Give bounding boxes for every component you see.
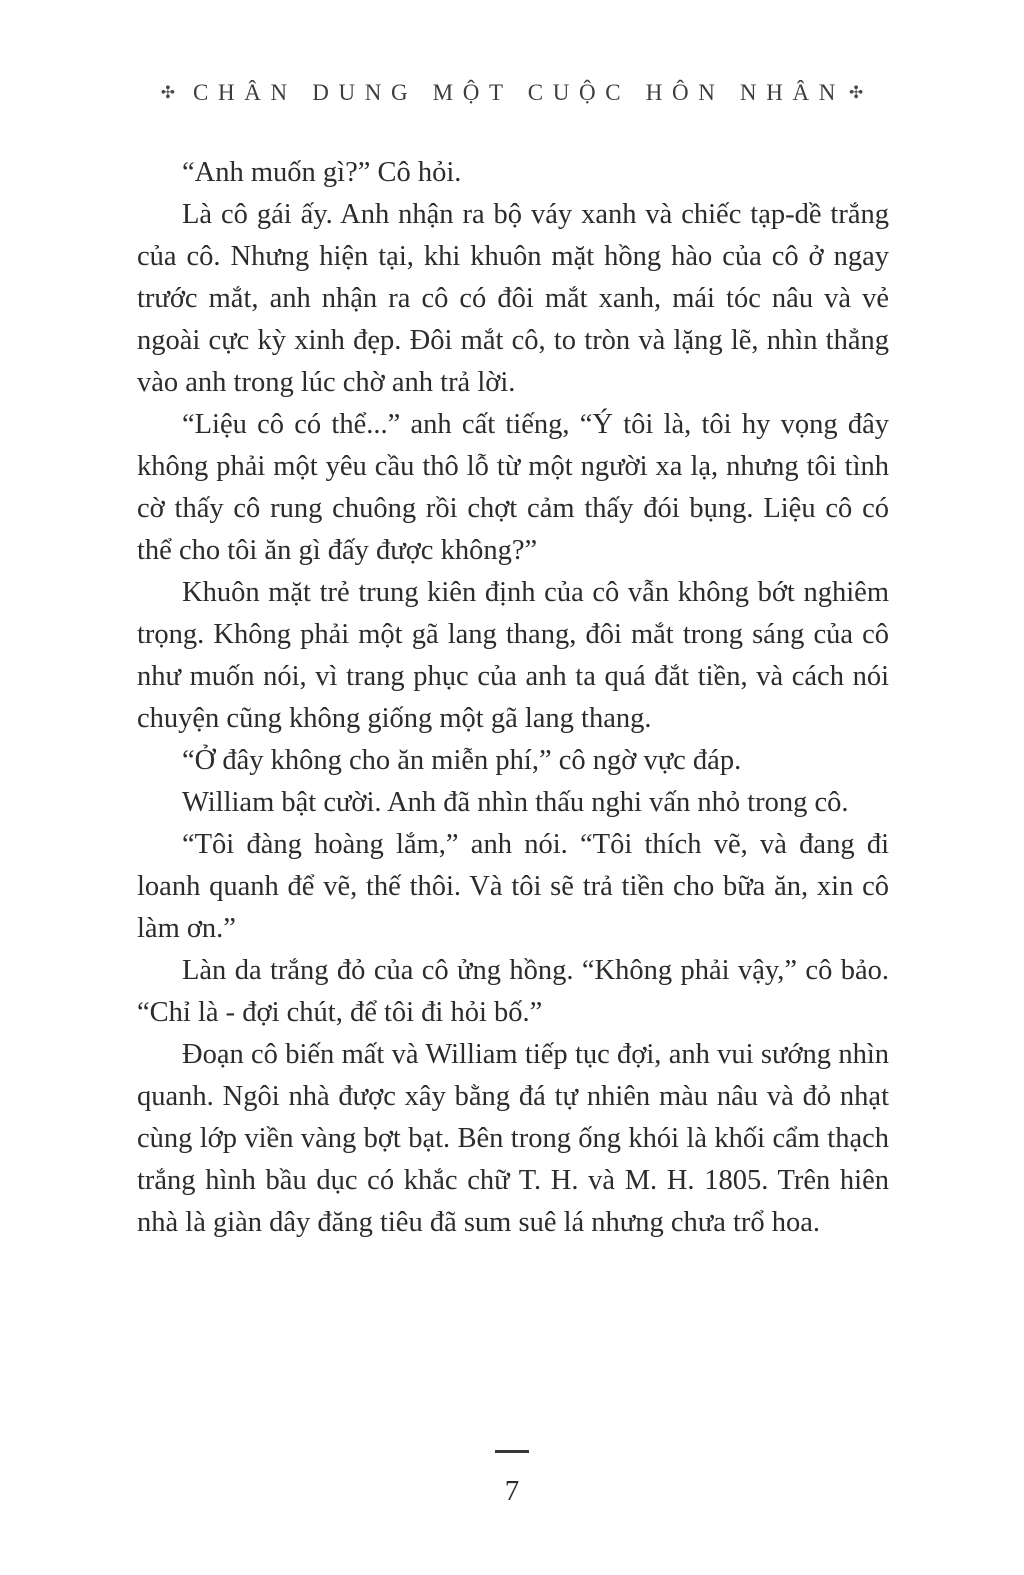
paragraph: “Ở đây không cho ăn miễn phí,” cô ngờ vực đáp. <box>182 745 742 776</box>
header-ornament-right-icon: ✣ <box>849 83 864 102</box>
paragraph: Đoạn cô biến mất và William tiếp tục đợi, anh vui sướng nhìn quanh. Ngôi nhà được xây bằng đá tự nhiên màu nâu và đỏ nhạt cùng lớp viền vàng bợt bạt. Bên trong ống khói là khối cẩm thạch trắng hình bầu dục có khắc chữ T. H. và M. H. 1805. Trên hiên nhà là giàn dây đăng tiêu đã sum suê lá nhưng chưa trổ hoa. <box>137 1039 889 1238</box>
paragraph: Làn da trắng đỏ của cô ửng hồng. “Không phải vậy,” cô bảo. “Chỉ là - đợi chút, để tôi đi hỏi bố.” <box>137 955 889 1028</box>
paragraph: “Tôi đàng hoàng lắm,” anh nói. “Tôi thích vẽ, và đang đi loanh quanh để vẽ, thế thôi. Và tôi sẽ trả tiền cho bữa ăn, xin cô làm ơn.” <box>137 829 889 944</box>
page-footer <box>0 1450 1024 1508</box>
footer-rule <box>495 1450 529 1453</box>
body-text <box>137 152 889 1244</box>
paragraph: Là cô gái ấy. Anh nhận ra bộ váy xanh và chiếc tạp-dề trắng của cô. Nhưng hiện tại, khi khuôn mặt hồng hào của cô ở ngay trước mắt, anh nhận ra cô có đôi mắt xanh, mái tóc nâu và vẻ ngoài cực kỳ xinh đẹp. Đôi mắt cô, to tròn và lặng lẽ, nhìn thẳng vào anh trong lúc chờ anh trả lời. <box>137 199 889 398</box>
chapter-title: CHÂN DUNG MỘT CUỘC HÔN NHÂN <box>192 80 846 105</box>
page-number: 7 <box>504 1475 520 1507</box>
paragraph: “Anh muốn gì?” Cô hỏi. <box>182 157 462 188</box>
header-ornament-left-icon: ✣ <box>160 83 175 102</box>
paragraph: “Liệu cô có thể...” anh cất tiếng, “Ý tôi là, tôi hy vọng đây không phải một yêu cầu thô lỗ từ một người xa lạ, nhưng tôi tình cờ thấy cô rung chuông rồi chợt cảm thấy đói bụng. Liệu cô có thể cho tôi ăn gì đấy được không?” <box>137 409 889 566</box>
paragraph: Khuôn mặt trẻ trung kiên định của cô vẫn không bớt nghiêm trọng. Không phải một gã lang thang, đôi mắt trong sáng của cô như muốn nói, vì trang phục của anh ta quá đắt tiền, và cách nói chuyện cũng không giống một gã lang thang. <box>137 577 889 734</box>
running-head <box>0 80 1024 106</box>
paragraph: William bật cười. Anh đã nhìn thấu nghi vấn nhỏ trong cô. <box>182 787 849 818</box>
